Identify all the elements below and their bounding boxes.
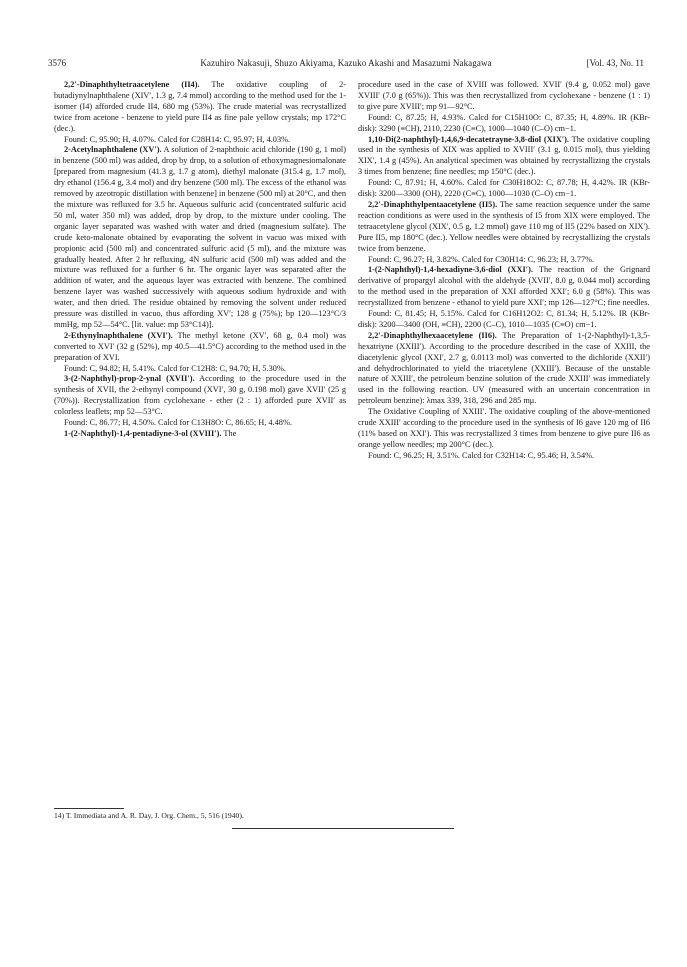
paragraph <box>54 80 346 135</box>
paragraph <box>54 145 346 330</box>
paragraph-body: Found: C, 87.25; H, 4.93%. Calcd for C15H10O: C, 87.35; H, 4.89%. IR (KBr-disk): 3290 (≡CH), 2110, 2230 (C≡C), 1000—1040 (C–O) cm−1. <box>358 112 650 133</box>
compound-heading: 2,2′-Dinaphthylhexaacetylene (II6). <box>368 330 497 340</box>
paragraph <box>358 113 650 135</box>
compound-heading: 1-(2-Naphthyl)-1,4-hexadiyne-3,6-diol (XXI′). <box>368 265 533 275</box>
compound-heading: 2,2′-Dinaphthyltetraacetylene (II4). <box>64 80 200 89</box>
compound-heading: 2-Ethynylnaphthalene (XVI′). <box>64 330 173 340</box>
end-of-article-rule <box>232 828 454 829</box>
paragraph <box>358 309 650 331</box>
paragraph <box>358 200 650 255</box>
paragraph-body: The oxidative coupling of 2-butadiynylnaphthalene (XIV′, 1.3 g, 7.4 mmol) according to the method used for the 1-isomer (I4) afforded crude II4, 680 mg (53%). The crude material was recrystallized twice from acetone - benzene to yield pure II4 as fine pale yellow crystals; mp 172°C (dec.). <box>54 80 346 133</box>
paragraph-body: Found: C, 96.25; H, 3.51%. Calcd for C32H14: C, 95.46; H, 3.54%. <box>368 450 595 460</box>
compound-heading: 3-(2-Naphthyl)-prop-2-ynal (XVII′). <box>64 374 195 384</box>
paragraph-body: Found: C, 81.45; H, 5.15%. Calcd for C16H12O2: C, 81.34; H, 5.12%. IR (KBr-disk): 3200—3400 (OH, ≡CH), 2200 (C–C), 1010—1035 (C≡O) cm−1. <box>358 309 650 329</box>
paragraph-body: The Oxidative Coupling of XXIII′. The oxidative coupling of the above-mentioned crude XXIII′ according to the procedure used in the synthesis of I6 gave 120 mg of II6 (11% based on XXI′). This was recrystallized 3 times from benzene to give pure II6 as orange yellow needles; mp 200°C (dec.). <box>358 407 650 449</box>
paragraph-body: The <box>221 429 237 438</box>
paragraph-body: According to the procedure used in the synthesis of XVII, the 2-ethynyl compound (XVI′, 30 g, 0.198 mol) gave XVII′ (25 g (70%)). Recrystallization from cyclohexane - ether (2 : 1) afforded pure XVII′ as colorless leaflets; mp 52—53°C. <box>54 374 347 417</box>
compound-heading: 2,2′-Dinaphthylpentaacetylene (II5). <box>368 199 498 209</box>
paragraph-body: A solution of 2-naphthoic acid chloride (190 g, 1 mol) in benzene (500 ml) was added, drop by drop, to a solution of ethoxymagnesiomalonate [prepared from magnesium (41.3 g, 1.7 g atom), diethyl malonate (315.4 g, 1.7 mol), dry ethanol (156.4 g, 3.4 mol) and dry benzene (500 ml). The excess of the ethanol was removed by azeotropic distillation with benzene] in benzene (500 ml) at 20°C, and then the mixture was refluxed for 3.5 hr. Aqueous sulfuric acid (concentrated sulfuric acid 50 ml, water 350 ml) was added, drop by drop, to the mixture under cooling. The organic layer separated was washed with water and dried (magnesium sulfate). The crude keto-malonate obtained by evaporating the solvent in vacuo was mixed with propionic acid (500 ml) and concentrated sulfuric acid (5 ml), and the mixture was gradually heated. After 2 hr refluxing, 4N sulfuric acid (500 ml) was added and the mixture was refluxed for a further 6 hr. The organic layer was separated after the addition of water, and the aqueous layer was extracted with benzene. The combined benzene layer was washed successively with aqueous sodium hydroxide and with water, and then dried. The residue obtained by removing the solvent under reduced pressure was distilled in vacuo, thus affording XV′; 128 g (75%); bp 120—123°C/3 mmHg, mp 52—54°C. [lit. value: mp 53°C14)]. <box>54 145 346 329</box>
footnote: 14) T. Immediata and A. R. Day, J. Org. Chem., 5, 516 (1940). <box>54 811 244 820</box>
paragraph <box>358 265 650 309</box>
paragraph <box>358 255 650 266</box>
paragraph <box>358 407 650 451</box>
paragraph <box>54 331 346 364</box>
paragraph-body: The same reaction sequence under the same reaction conditions as were used in the synthesis of I5 from XIX were employed. The tetraacetylene glycol (XIX′, 0.5 g, 1.2 mmol) gave 110 mg of II5 (22% based on XIX′). Pure II5, mp 180°C (dec.). Yellow needles were obtained by recrystallizing the crystals twice from benzene. <box>358 199 651 253</box>
paragraph <box>54 374 346 418</box>
running-header <box>48 56 644 70</box>
paragraph-body: The Preparation of 1-(2-Naphthyl)-1,3,5-hexatriyne (XXIII′). According to the procedure described in the case of XXIII, the diacetylenic glycol (XXI′, 2.7 g, 0.0113 mol) was converted to the dichloride (XXII′) and dehydrochlorinated to yield the triacetylene (XXIII′). Because of the unstable nature of XXIII′, the petroleum benzine solution of the crude XXIII′ was immediately used in the following reaction. UV (measured with an uncertain concentration in petroleum benzine): λmax 339, 318, 296 and 285 mμ. <box>358 330 650 406</box>
paragraph <box>54 364 346 375</box>
paragraph-body: The reaction of the Grignard derivative of propargyl alcohol with the aldehyde (XVII′, 8.0 g, 0.044 mol) according to the method used in the preparation of XXI afforded XXI′; 6.0 g (58%). This was recrystallized from benzene - ethanol to yield pure XXI′; mp 126—127°C; fine needles. <box>358 265 650 308</box>
paragraph <box>358 178 650 200</box>
paragraph-body: Found: C, 94.82; H, 5.41%. Calcd for C12H8: C, 94.70; H, 5.30%. <box>64 363 286 373</box>
compound-heading: 1,10-Di(2-naphthyl)-1,4,6,9-decatetrayne-3,8-diol (XIX′). <box>368 134 569 144</box>
footnote-rule <box>54 808 124 809</box>
running-authors: Kazuhiro Nakasuji, Shuzo Akiyama, Kazuko Akashi and Masazumi Nakagawa <box>200 58 492 68</box>
right-column <box>358 80 650 462</box>
paragraph <box>54 418 346 429</box>
paragraph-body: Found: C, 86.77; H, 4.50%. Calcd for C13H8O: C, 86.65; H, 4.48%. <box>64 418 292 428</box>
compound-heading: 1-(2-Naphthyl)-1,4-pentadiyne-3-ol (XVIII′). <box>64 429 222 438</box>
paragraph-body: The methyl ketone (XV′, 68 g, 0.4 mol) was converted to XVI′ (32 g (52%), mp 40.5—41.5°C) according to the method used in the preparation of XVI. <box>54 330 346 362</box>
compound-heading: 2-Acetylnaphthalene (XV′). <box>64 145 162 155</box>
page-number: 3576 <box>48 58 66 68</box>
paragraph-body: Found: C, 95.90; H, 4.07%. Calcd for C28H14: C, 95.97; H, 4.03%. <box>64 134 291 144</box>
paragraph <box>358 135 650 179</box>
paragraph <box>54 429 346 440</box>
left-column <box>54 80 346 440</box>
paragraph <box>358 451 650 462</box>
paragraph-body: Found: C, 96.27; H, 3.82%. Calcd for C30H14: C, 96.23; H, 3.77%. <box>368 254 595 264</box>
paragraph <box>54 135 346 146</box>
volume-issue: [Vol. 43, No. 11 <box>586 58 644 68</box>
paragraph <box>358 80 650 113</box>
paragraph <box>358 331 650 407</box>
paragraph-body: procedure used in the case of XVIII was followed. XVII′ (9.4 g, 0.052 mol) gave XVIII′ (7.0 g (65%)). This was then recrystallized from cyclohexane - benzene (1 : 1) to give pure XVIII′; mp 91—92°C. <box>358 80 650 111</box>
paragraph-body: Found: C, 87.91; H, 4.60%. Calcd for C30H18O2: C, 87.78; H, 4.42%. IR (KBr-disk): 3200—3300 (OH), 2220 (C≡C), 1000—1030 (C–O) cm−1. <box>358 178 650 199</box>
paragraph-body: The oxidative coupling used in the synthesis of XIX was applied to XVIII′ (3.1 g, 0.015 mol), thus yielding XIX′, 1.4 g (45%). An analytical specimen was obtained by recrystallizing the crystals 3 times from benzene; fine needles; mp 150°C (dec.). <box>358 134 650 177</box>
